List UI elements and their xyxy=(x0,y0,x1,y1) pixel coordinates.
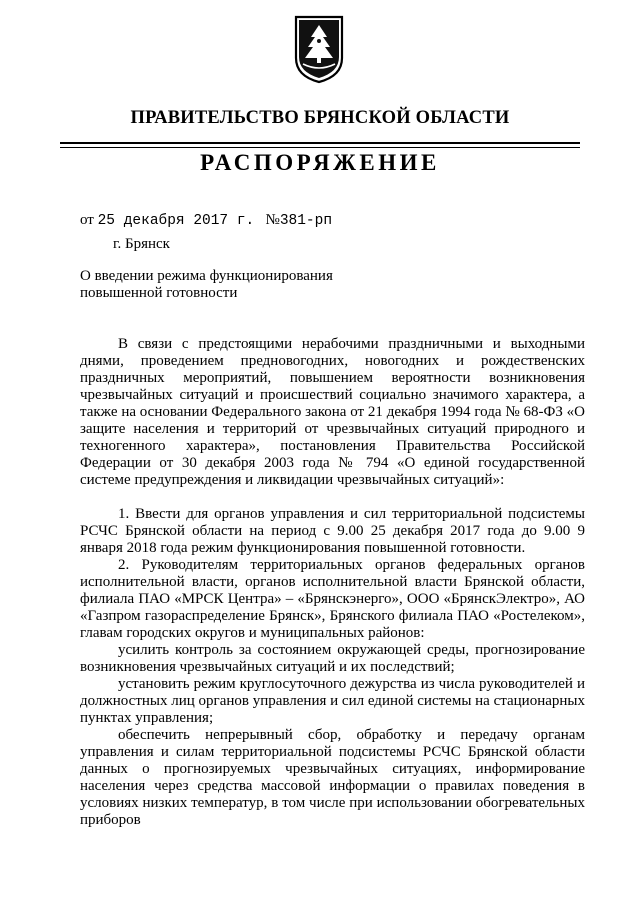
coat-of-arms-emblem xyxy=(293,14,345,84)
body-paragraph-sub-1: усилить контроль за состоянием окружающей среды, прогнозирование возникновения чрезвычайных ситуаций и их последствий; xyxy=(80,642,585,675)
number-sign: № xyxy=(265,212,280,228)
body-paragraph-item-2: 2. Руководителям территориальных органов федеральных органов исполнительной власти, органов исполнительной власти Брянской области, филиала ПАО «МРСК Центра» – «Брянскэнерго», ООО «БрянскЭлектро», АО «Газпром газораспределение Брянск», Брянского филиала ПАО «Ростелеком», главам городских округов и муниципальных районов: xyxy=(80,557,585,641)
document-number: 381-рп xyxy=(279,213,333,229)
document-body xyxy=(80,336,585,829)
body-paragraph-sub-3: обеспечить непрерывный сбор, обработку и передачу органам управления и силам территориальной подсистемы РСЧС Брянской области данных о прогнозируемых чрезвычайных ситуациях, информирование населения через средства массовой информации о правилах поведения в условиях низких температур, в том числе при использовании обогревательных приборов xyxy=(80,727,585,828)
body-paragraph-sub-2: установить режим круглосуточного дежурства из числа руководителей и должностных лиц органов управления и сил единой системы на стационарных пунктах управления; xyxy=(80,676,585,726)
organization-title: ПРАВИТЕЛЬСТВО БРЯНСКОЙ ОБЛАСТИ xyxy=(130,108,510,128)
document-date: 25 декабря 2017 г. xyxy=(97,213,255,229)
date-prefix: от xyxy=(80,212,94,228)
body-paragraph-preamble: В связи с предстоящими нерабочими праздничными и выходными днями, проведением предновогодних, новогодних и рождественских праздничных мероприятий, повышением вероятности возникновения чрезвычайных ситуаций и происшествий социально значимого характера, а также на основании Федерального закона от 21 декабря 1994 года № 68-ФЗ «О защите населения и территорий от чрезвычайных ситуаций природного и техногенного характера», постановления Правительства Российской Федерации от 30 декабря 2003 года № 794 «О единой государственной системе предупреждения и ликвидации чрезвычайных ситуаций»: xyxy=(80,336,585,488)
document-type-title: РАСПОРЯЖЕНИЕ xyxy=(200,150,440,175)
header-divider-thick xyxy=(60,142,580,144)
subject-line: О введении режима функционирования xyxy=(80,268,333,284)
header-divider-thin xyxy=(60,147,580,148)
date-number-line xyxy=(80,212,332,229)
document-city: г. Брянск xyxy=(113,236,170,252)
document-subject xyxy=(80,268,410,302)
body-paragraph-item-1: 1. Ввести для органов управления и сил территориальной подсистемы РСЧС Брянской области на период с 9.00 25 декабря 2017 года до 9.00 9 января 2018 года режим функционирования повышенной готовности. xyxy=(80,506,585,556)
subject-line: повышенной готовности xyxy=(80,285,238,301)
